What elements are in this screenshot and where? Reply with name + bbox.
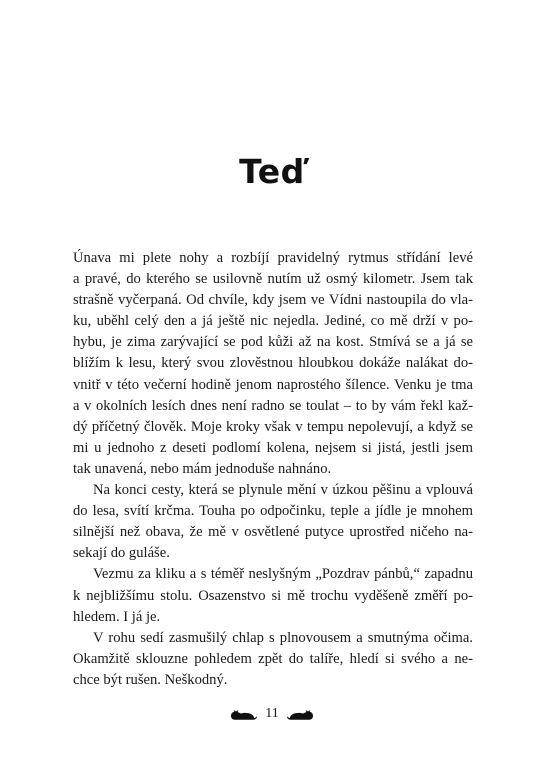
text-line: do lesa, svítí krčma. Touha po odpočinku, teple a jídle je mnohem <box>73 503 473 520</box>
text-line: mi u jednoho z deseti podlomí kolena, nejsem si jistá, jestli jsem <box>73 439 473 456</box>
page-number: 11 <box>265 706 279 721</box>
text-line: silnější než obava, že mě v osvětlené putyce uprostřed ničeho na- <box>73 524 473 541</box>
text-line: Okamžitě sklouzne pohledem zpět do talíře, hledí si svého a ne- <box>73 650 473 667</box>
page-footer <box>0 704 544 724</box>
text-line: dý příčetný člověk. Moje kroky však v tempu nepolevují, a když se <box>73 418 473 435</box>
body-text <box>73 248 473 691</box>
text-line: vnitř v této večerní hodině jenom naprostého šílence. Venku je tma <box>73 376 473 393</box>
paragraph-3 <box>73 564 473 627</box>
paragraph-1 <box>73 248 473 480</box>
text-line: chce být rušen. Neškodný. <box>73 671 228 688</box>
text-line: V rohu sedí zasmušilý chlap s plnovousem a smutnýma očima. <box>93 629 473 646</box>
text-line: strašně vyčerpaná. Od chvíle, kdy jsem ve Vídni nastoupila do vla- <box>73 292 473 309</box>
text-line: sekají do guláše. <box>73 545 170 562</box>
paragraph-4 <box>73 628 473 691</box>
chapter-title: Teď <box>239 152 305 191</box>
text-line: Únava mi plete nohy a rozbíjí pravidelný rytmus střídání levé <box>73 250 473 266</box>
text-line: a pravé, do kterého se usilovně nutím už osmý kilometr. Jsem tak <box>73 271 473 288</box>
cat-lying-icon <box>287 707 315 721</box>
text-line: hledem. I já je. <box>73 608 161 625</box>
text-line: Na konci cesty, která se plynule mění v úzkou pěšinu a vplouvá <box>93 482 473 499</box>
text-line: ku, uběhl celý den a já ještě nic nejedla. Jediné, co mě drží v po- <box>73 313 473 330</box>
text-line: hybu, je zima zarývající se pod kůži až na kost. Stmívá se a já se <box>73 334 473 351</box>
cat-lying-icon <box>229 707 257 721</box>
text-line: blížím k lesu, který svou zlověstnou hloubkou dokáže nalákat do- <box>73 355 473 372</box>
paragraph-2 <box>73 480 473 564</box>
text-line: tak unavená, nebo mám jednoduše nahnáno. <box>73 460 332 477</box>
text-line: Vezmu za kliku a s téměř neslyšným „Pozdrav pánbů,“ zapadnu <box>93 566 473 583</box>
text-line: k nejbližšímu stolu. Osazenstvo si mě trochu vyděšeně změří po- <box>73 587 473 604</box>
text-line: a v okolních lesích dnes není radno se toulat – to by vám řekl kaž- <box>73 397 473 414</box>
